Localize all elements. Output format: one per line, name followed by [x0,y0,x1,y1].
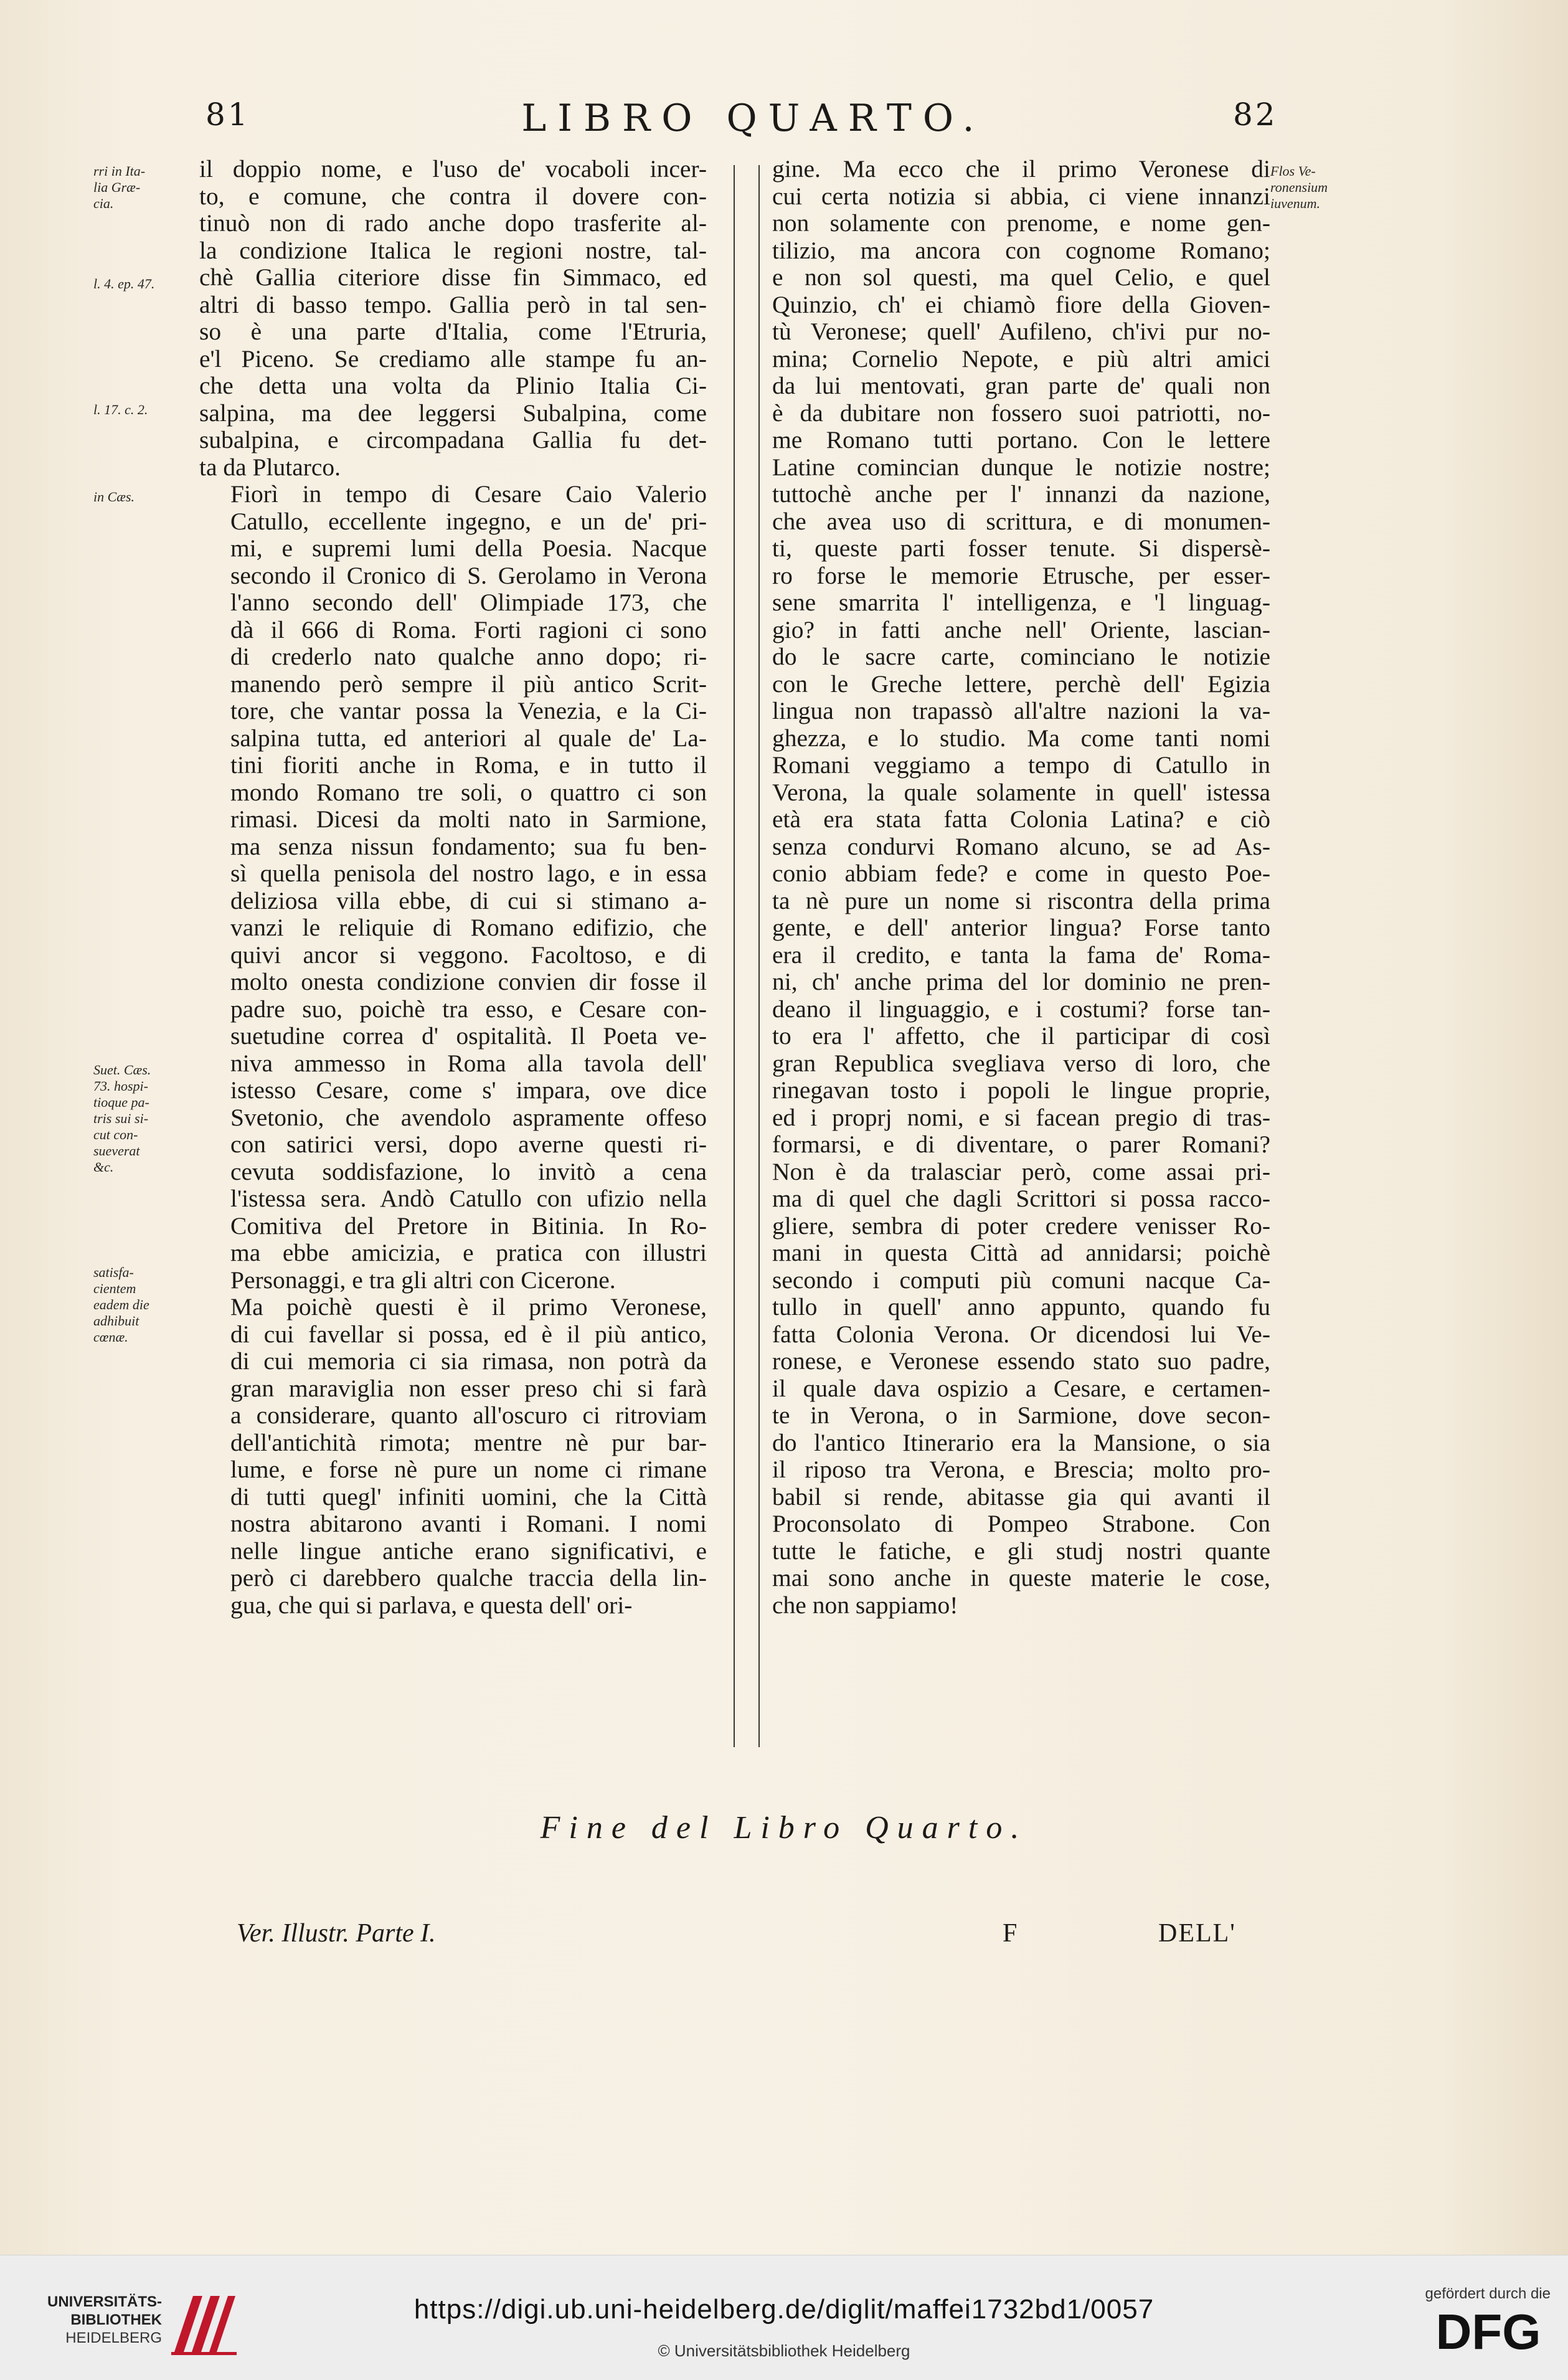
text-line: che detta una volta da Plinio Italia Ci- [199,372,707,399]
text-line: lume, e forse nè pure un nome ci rimane [230,1456,707,1483]
text-line: ni, ch' anche prima del lor dominio ne pren- [772,968,1270,995]
text-line: subalpina, e circompadana Gallia fu det- [199,426,707,453]
folio-right: 82 [1233,97,1278,133]
copyright-notice: © Universitätsbibliothek Heidelberg [658,2341,910,2360]
book-end-line: Fine del Libro Quarto. [540,1810,1028,1846]
catchword: DELL' [1158,1919,1236,1948]
text-line: gine. Ma ecco che il primo Veronese di [772,155,1270,183]
margin-note-line: tris sui si- [93,1111,149,1126]
margin-note-line: iuvenum. [1270,196,1321,211]
text-line: tuttochè anche per l' innanzi da nazione, [772,480,1270,508]
text-line: deano il linguaggio, e i costumi? forse tan- [772,995,1270,1023]
folio-left: 81 [205,97,250,133]
margin-note-line: eadem die [93,1297,149,1312]
text-line: ronese, e Veronese essendo stato suo padre, [772,1347,1270,1375]
text-line: do le sacre carte, cominciano le notizie [772,643,1270,670]
signature-mark: F [1003,1919,1018,1948]
text-line: la condizione Italica le regioni nostre, tal- [199,236,707,264]
text-line: gran maraviglia non esser preso chi si farà [230,1374,707,1402]
text-line: tilizio, ma ancora con cognome Romano; [772,236,1270,264]
text-line: do l'antico Itinerario era la Mansione, o sia [772,1428,1270,1456]
text-line: Comitiva del Pretore in Bitinia. In Ro- [230,1211,707,1240]
text-line: salpina, ma dee leggersi Subalpina, come [199,399,707,427]
text-line: però ci darebbero qualche traccia della lin- [230,1564,707,1591]
text-line: a considerare, quanto all'oscuro ci ritroviam [230,1401,707,1429]
text-line: vanzi le reliquie di Romano edifizio, che [230,914,707,941]
left-text-column [199,156,707,1619]
running-title: LIBRO QUARTO. [521,97,986,140]
text-line: il doppio nome, e l'uso de' vocaboli incer- [199,155,707,183]
text-line: quivi ancor si veggono. Facoltoso, e di [230,941,707,969]
text-line: fatta Colonia Verona. Or dicendosi lui Ve- [772,1320,1270,1348]
text-line: ti, queste parti fosser tenute. Si dispersè- [772,534,1270,562]
text-line: me Romano tutti portano. Con le lettere [772,426,1270,453]
margin-note-line: 73. hospi- [93,1078,148,1094]
margin-note [93,1062,187,1175]
text-line: altri di basso tempo. Gallia però in tal sen- [199,290,707,318]
paragraph [199,481,707,1294]
text-line: istesso Cesare, come s' impara, ove dice [230,1076,707,1104]
margin-note [93,276,187,292]
text-line: Verona, la quale solamente in quell' istessa [772,778,1270,806]
text-line: Catullo, eccellente ingegno, e un de' pri- [230,507,707,535]
text-line: tù Veronese; quell' Aufileno, ch'ivi pur no- [772,318,1270,345]
paragraph [772,156,1270,1619]
text-line: con le Greche lettere, perchè dell' Egizia [772,670,1270,698]
text-line: cevuta soddisfazione, lo invitò a cena [230,1157,707,1185]
text-line: il riposo tra Verona, e Brescia; molto pro- [772,1456,1270,1483]
text-line: ta nè pure un nome si riscontra della prima [772,886,1270,914]
text-line: senza condurvi Romano alcuno, se ad As- [772,832,1270,860]
text-line: Fiorì in tempo di Cesare Caio Valerio [230,480,707,508]
text-line: Proconsolato di Pompeo Strabone. Con [772,1510,1270,1537]
text-line: ma senza nissun fondamento; sua fu ben- [230,832,707,860]
margin-note-line: Suet. Cæs. [93,1062,151,1078]
text-line: il quale dava ospizio a Cesare, e certamen- [772,1374,1270,1402]
text-line: tutte le fatiche, e gli studj nostri quante [772,1537,1270,1565]
text-line: tini fioriti anche in Roma, e in tutto il [230,751,707,779]
text-line: tullo in quell' anno appunto, quando fu [772,1293,1270,1320]
text-line: è da dubitare non fossero suoi patriotti, no- [772,399,1270,427]
text-line: gua, che qui si parlava, e questa dell' ori- [230,1591,633,1619]
margin-note-line: cientem [93,1281,136,1296]
text-line: rinegavan tosto i popoli le lingue proprie, [772,1076,1270,1104]
text-line: tinuò non di rado anche dopo trasferite al- [199,209,707,237]
text-line: era il credito, e tanta la fama de' Roma- [772,941,1270,969]
text-line: ghezza, e lo studio. Ma come tanti nomi [772,724,1270,752]
text-line: di tutti quegl' infiniti uomini, che la Città [230,1482,707,1510]
text-line: e'l Piceno. Se crediamo alle stampe fu an- [199,344,707,372]
text-line: lingua non trapassò all'altre nazioni la va- [772,697,1270,724]
text-line: sì quella penisola del nostro lago, e in essa [230,860,707,887]
text-line: con satirici versi, dopo averne questi ri- [230,1131,707,1158]
text-line: gio? in fatti anche nell' Oriente, lascian- [772,615,1270,643]
margin-note-line: lia Græ- [93,179,141,195]
permalink-url[interactable]: https://digi.ub.uni-heidelberg.de/diglit/maffei1732bd1/0057 [413,2294,1155,2325]
text-line: età era stata fatta Colonia Latina? e ciò [772,805,1270,833]
text-line: manendo però sempre il più antico Scrit- [230,670,707,698]
text-line: da lui mentovati, gran parte de' quali non [772,372,1270,399]
text-line: cui certa notizia si abbia, ci viene innanzi [772,182,1270,210]
text-line: Ma poichè questi è il primo Veronese, [230,1293,707,1320]
text-line: nelle lingue antiche erano significativi, e [230,1537,707,1565]
text-line: ma di quel che dagli Scrittori si possa racco- [772,1185,1270,1212]
margin-note-line: tioque pa- [93,1094,149,1110]
margin-note-line: cœnæ. [93,1329,128,1345]
paragraph [199,156,707,481]
margin-note [93,1264,187,1345]
text-line: mi, e supremi lumi della Poesia. Nacque [230,534,707,562]
text-line: secondo il Cronico di S. Gerolamo in Verona [230,561,707,589]
signature-line [0,1918,1568,1956]
text-line: tore, che vantar possa la Venezia, e la Ci- [230,697,707,724]
text-line: sene smarrita l' intelligenza, e 'l linguag- [772,589,1270,616]
margin-note [93,489,187,505]
text-line: dell'antichità rimota; mentre nè pur bar- [230,1428,707,1456]
margin-note-line: satisfa- [93,1264,134,1280]
text-line: te in Verona, o in Sarmione, dove secon- [772,1401,1270,1429]
text-line: so è una parte d'Italia, come l'Etruria, [199,318,707,345]
text-line: di crederlo nato qualche anno dopo; ri- [230,643,707,670]
text-line: mina; Cornelio Nepote, e più altri amici [772,344,1270,372]
funding-label: gefördert durch die [1425,2285,1551,2302]
viewer-footer [0,2255,1568,2380]
margin-note-line: rri in Ita- [93,163,146,179]
text-line: gliere, sembra di poter credere venisser Ro- [772,1211,1270,1240]
text-line: gente, e dell' anterior lingua? Forse tanto [772,914,1270,941]
margin-note-line: Flos Ve- [1270,163,1316,179]
text-line: che avea uso di scrittura, e di monumen- [772,507,1270,535]
text-line: to, e comune, che contra il dovere con- [199,182,707,210]
margin-note-line: in Cæs. [93,489,135,505]
text-line: Non è da tralasciar però, come assai pri- [772,1157,1270,1185]
right-text-column [772,156,1270,1619]
margin-note-line: l. 4. ep. 47. [93,276,155,292]
text-line: ta da Plutarco. [199,453,341,481]
column-rule-left [734,165,735,1747]
text-line: deliziosa villa ebbe, di cui si stimano a- [230,886,707,914]
text-line: mai sono anche in queste materie le cose, [772,1564,1270,1591]
text-line: dà il 666 di Roma. Forti ragioni ci sono [230,615,707,643]
text-line: secondo i computi più comuni nacque Ca- [772,1266,1270,1294]
text-line: molto onesta condizione convien dir fosse il [230,968,707,995]
margin-note [1270,163,1364,212]
text-line: l'istessa sera. Andò Catullo con ufizio nella [230,1185,707,1212]
margin-note-line: cia. [93,196,114,211]
text-line: conio abbiam fede? e come in questo Poe- [772,860,1270,887]
margin-note-line: sueverat [93,1143,140,1159]
text-line: ro forse le memorie Etrusche, per esser- [772,561,1270,589]
library-name: UNIVERSITÄTS- BIBLIOTHEK HEIDELBERG [47,2293,162,2346]
text-line: Svetonio, che avendolo aspramente offeso [230,1103,707,1131]
text-line: ma ebbe amicizia, e pratica con illustri [230,1239,707,1266]
text-line: suetudine correa d' ospitalità. Il Poeta ve- [230,1022,707,1050]
text-line: formarsi, e di diventare, o parer Romani? [772,1131,1270,1158]
text-line: di cui memoria ci sia rimasa, non potrà da [230,1347,707,1375]
text-line: mani in questa Città ad annidarsi; poichè [772,1239,1270,1266]
text-line: salpina tutta, ed anteriori al quale de' La- [230,724,707,752]
text-line: to era l' affetto, che il participar di così [772,1022,1270,1050]
paragraph [199,1294,707,1619]
text-line: Personaggi, e tra gli altri con Cicerone. [230,1266,616,1294]
text-line: niva ammesso in Roma alla tavola dell' [230,1049,707,1077]
text-line: Quinzio, ch' ei chiamò fiore della Gioven- [772,290,1270,318]
text-line: di cui favellar si possa, ed è il più antico, [230,1320,707,1348]
margin-note [93,402,187,418]
text-line: chè Gallia citeriore disse fin Simmaco, ed [199,263,707,291]
margin-note [93,163,187,212]
text-line: rimasi. Dicesi da molti nato in Sarmione, [230,805,707,833]
column-rule-right [758,165,760,1747]
margin-note-line: l. 17. c. 2. [93,402,148,417]
text-line: Romani veggiamo a tempo di Catullo in [772,751,1270,779]
signature-title: Ver. Illustr. Parte I. [237,1919,436,1948]
text-line: mondo Romano tre soli, o quattro ci son [230,778,707,806]
margin-note-line: ronensium [1270,179,1328,195]
text-line: ed i proprj nomi, e si facean pregio di tras- [772,1103,1270,1131]
dfg-logo-text: DFG [1435,2307,1541,2356]
text-line: padre suo, poichè tra esso, e Cesare con- [230,995,707,1023]
text-line: babil si rende, abitasse gia qui avanti il [772,1482,1270,1510]
text-line: l'anno secondo dell' Olimpiade 173, che [230,589,707,616]
text-line: e non sol questi, ma quel Celio, e quel [772,263,1270,291]
text-line: Latine comincian dunque le notizie nostre; [772,453,1270,481]
text-line: gran Republica svegliava verso di loro, che [772,1049,1270,1077]
text-line: nostra abitarono avanti i Romani. I nomi [230,1510,707,1537]
page-header [0,97,1568,153]
margin-note-line: cut con- [93,1127,138,1142]
dfg-logo-icon [1432,2307,1544,2356]
margin-note-line: adhibuit [93,1313,139,1329]
text-line: non solamente con prenome, e nome gen- [772,209,1270,237]
text-line: che non sappiamo! [772,1591,958,1619]
margin-note-line: &c. [93,1159,114,1175]
